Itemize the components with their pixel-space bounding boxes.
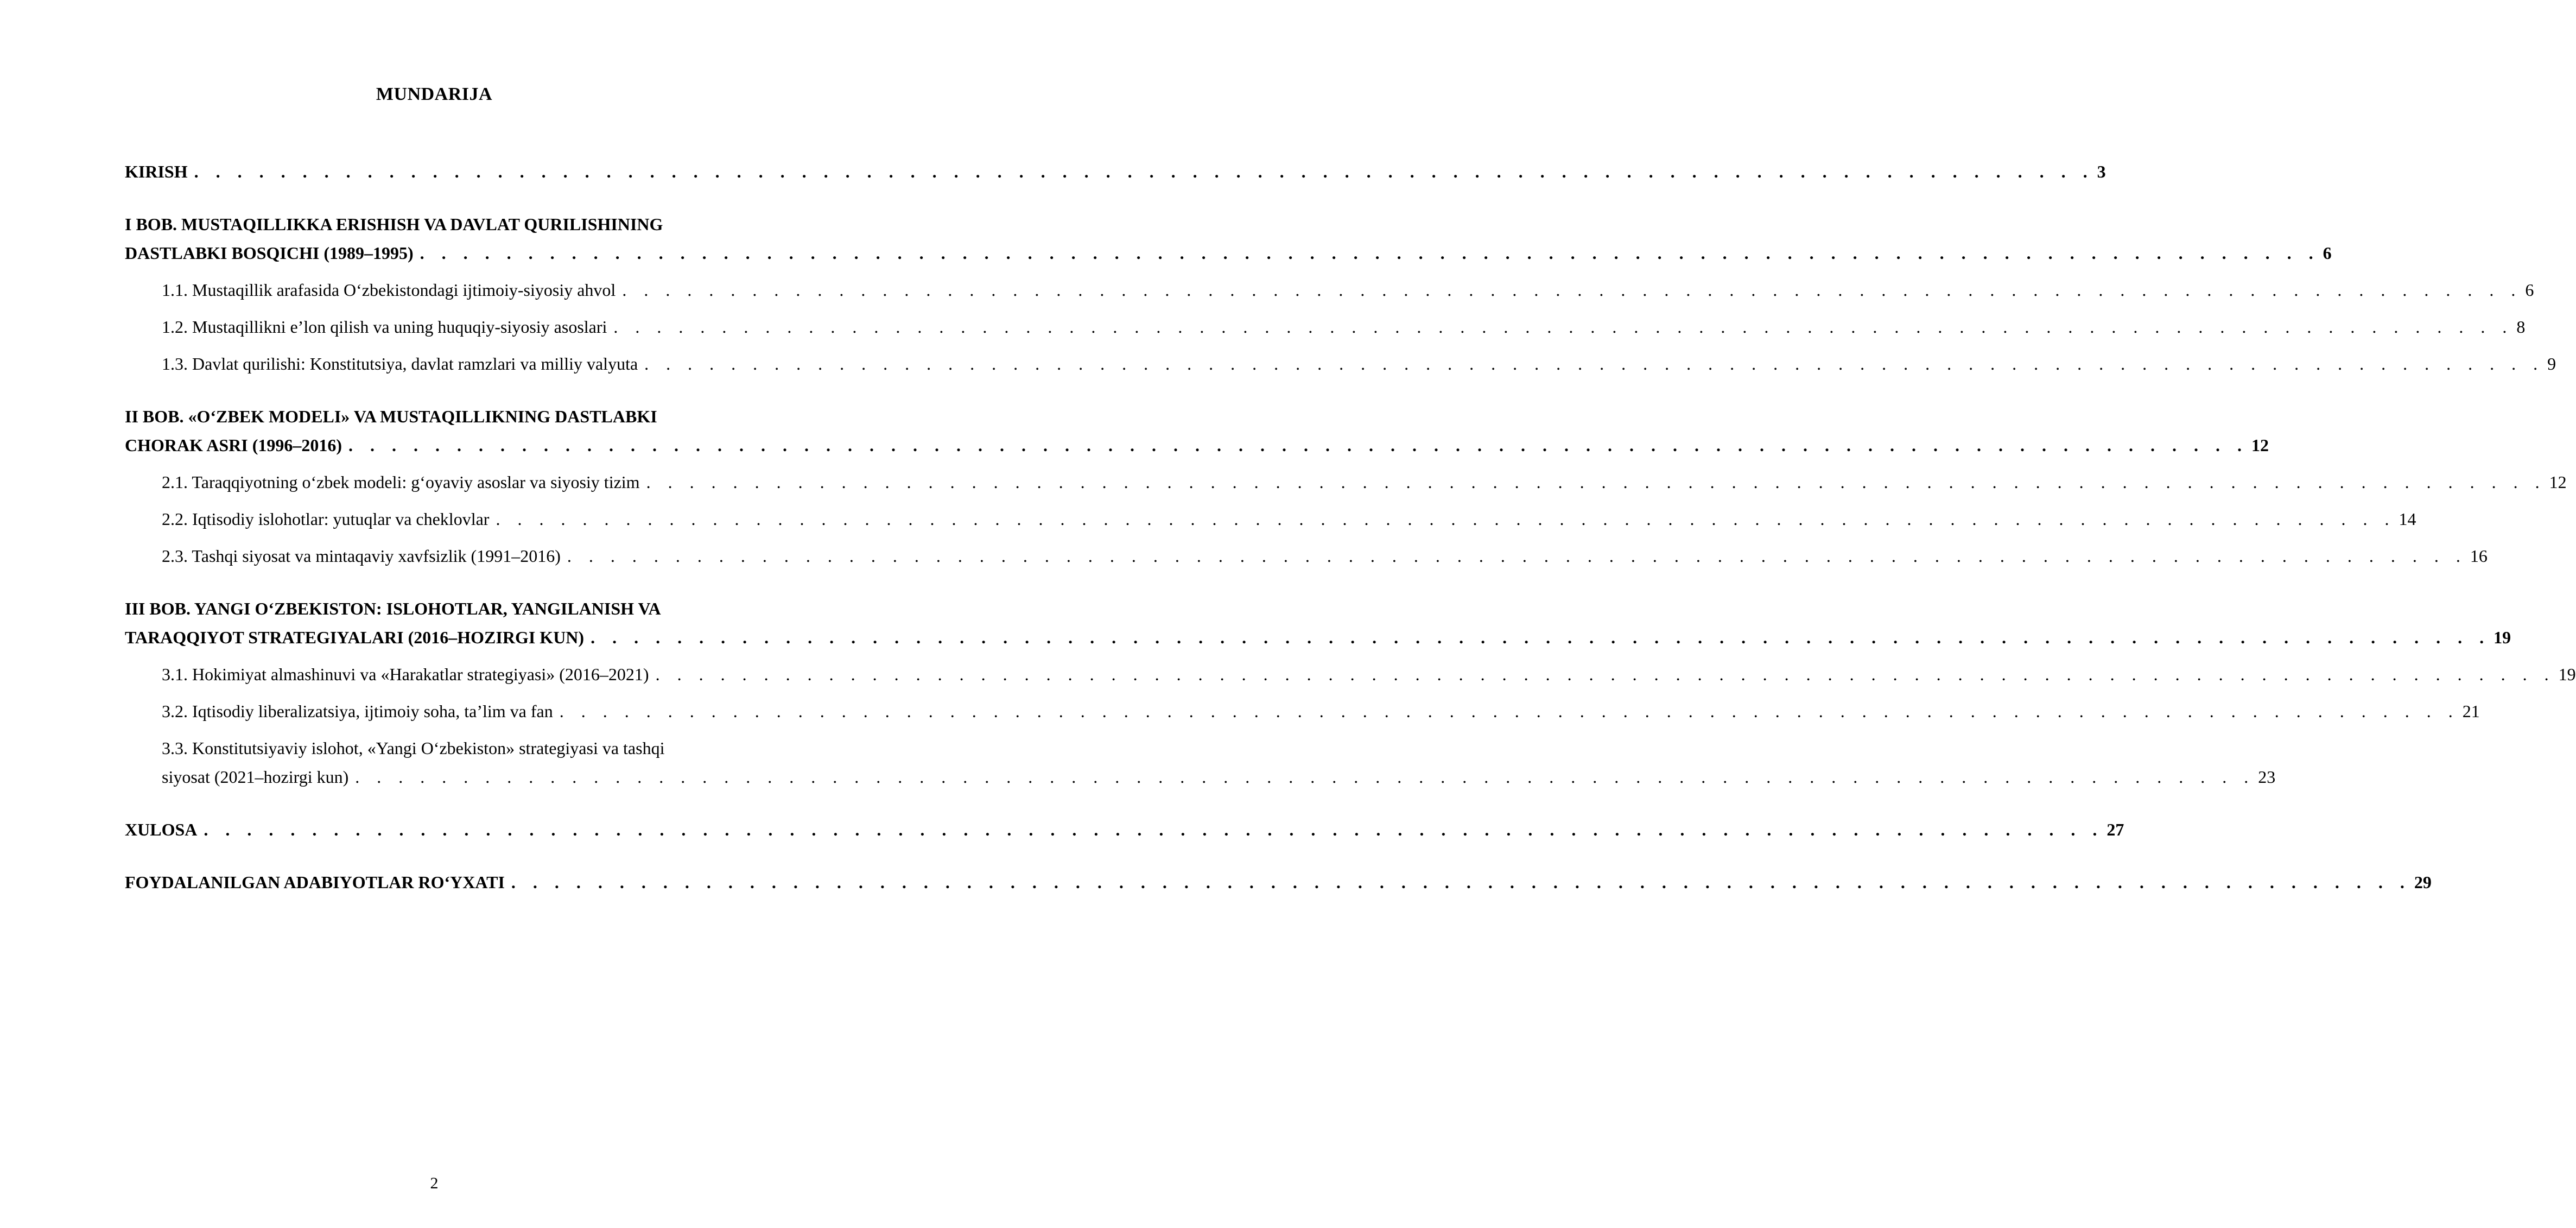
toc-entry-label: KIRISH — [125, 162, 188, 181]
toc-entry-label: 2.1. Taraqqiyotning o‘zbek modeli: g‘oyaviy asoslar va siyosiy tizim — [162, 472, 640, 492]
dot-leader: . . . . . . . . . . . . . . . . . . . . . . . . . . . . . . . . . . . . . . . . . . . . . . . . . . . . . . . . . . . . . . . . . . . . . . . . . . . . . . . . . . . . . . . . — [204, 820, 2104, 839]
toc-entry-label: 3.3. Konstitutsiyaviy islohot, «Yangi O‘zbekiston» strategiyasi va tashqi — [162, 738, 665, 758]
toc-page-number: 19 — [2493, 628, 2511, 647]
toc-entry-label: DASTLABKI BOSQICHI (1989–1995) — [125, 243, 414, 263]
toc-entry-section-3-2[interactable] — [125, 697, 2480, 726]
page-number: 2 — [430, 1174, 439, 1192]
dot-leader: . . . . . . . . . . . . . . . . . . . . . . . . . . . . . . . . . . . . . . . . . . . . . . . . . . . . . . . . . . . . . . . . . . . . . . . . . . . . . . . . . . . . . . . . — [567, 546, 2467, 566]
toc-entry-label: 2.3. Tashqi siyosat va mintaqaviy xavfsizlik (1991–2016) — [162, 546, 561, 566]
toc-entry-chapter-3[interactable] — [125, 594, 2511, 652]
toc-page-number: 16 — [2470, 546, 2488, 566]
toc-entry-label: III BOB. YANGI O‘ZBEKISTON: ISLOHOTLAR, YANGILANISH VA — [125, 599, 661, 618]
toc-entry-label: II BOB. «O‘ZBEK MODELI» VA MUSTAQILLIKNING DASTLABKI — [125, 407, 657, 426]
dot-leader: . . . . . . . . . . . . . . . . . . . . . . . . . . . . . . . . . . . . . . . . . . . . . . . . . . . . . . . . . . . . . . . . . . . . . . . . . . . . . . . . . . . . . . . . — [559, 701, 2459, 721]
toc-page-number: 21 — [2462, 701, 2480, 721]
toc-page-number: 6 — [2525, 280, 2534, 300]
dot-leader: . . . . . . . . . . . . . . . . . . . . . . . . . . . . . . . . . . . . . . . . . . . . . . . . . . . . . . . . . . . . . . . . . . . . . . . . . . . . . . . . . . . . . . . . — [613, 317, 2514, 337]
toc-entry-chapter-2[interactable] — [125, 402, 2269, 460]
toc-entry-bibliography[interactable] — [125, 868, 2432, 897]
table-of-contents — [125, 157, 2576, 897]
dot-leader: . . . . . . . . . . . . . . . . . . . . . . . . . . . . . . . . . . . . . . . . . . . . . . . . . . . . . . . . . . . . . . . . . . . . . . . . . . . . . . . . . . . . . . . . — [496, 509, 2396, 529]
dot-leader: . . . . . . . . . . . . . . . . . . . . . . . . . . . . . . . . . . . . . . . . . . . . . . . . . . . . . . . . . . . . . . . . . . . . . . . . . . . . . . . . . . . . . . . . — [655, 664, 2555, 684]
toc-entry-section-2-3[interactable] — [125, 542, 2488, 571]
toc-entry-label: I BOB. MUSTAQILLIKKA ERISHISH VA DAVLAT QURILISHINING — [125, 214, 663, 234]
toc-entry-section-3-3[interactable] — [125, 734, 2276, 792]
toc-entry-label: 3.1. Hokimiyat almashinuvi va «Harakatlar strategiyasi» (2016–2021) — [162, 664, 649, 684]
toc-page-number: 29 — [2414, 872, 2432, 892]
toc-page-number: 12 — [2549, 472, 2567, 492]
dot-leader: . . . . . . . . . . . . . . . . . . . . . . . . . . . . . . . . . . . . . . . . . . . . . . . . . . . . . . . . . . . . . . . . . . . . . . . . . . . . . . . . . . . . . . . . — [348, 435, 2249, 455]
toc-entry-section-1-3[interactable] — [125, 350, 2556, 378]
dot-leader: . . . . . . . . . . . . . . . . . . . . . . . . . . . . . . . . . . . . . . . . . . . . . . . . . . . . . . . . . . . . . . . . . . . . . . . . . . . . . . . . . . . . . . . . — [511, 872, 2411, 892]
toc-page-number: 3 — [2097, 162, 2106, 181]
toc-entry-label: CHORAK ASRI (1996–2016) — [125, 435, 342, 455]
toc-entry-section-3-1[interactable] — [125, 660, 2576, 689]
toc-page-number: 8 — [2516, 317, 2526, 337]
dot-leader: . . . . . . . . . . . . . . . . . . . . . . . . . . . . . . . . . . . . . . . . . . . . . . . . . . . . . . . . . . . . . . . . . . . . . . . . . . . . . . . . . . . . . . . . — [646, 472, 2546, 492]
dot-leader: . . . . . . . . . . . . . . . . . . . . . . . . . . . . . . . . . . . . . . . . . . . . . . . . . . . . . . . . . . . . . . . . . . . . . . . . . . . . . . . . . . . . . . . . — [355, 767, 2255, 787]
toc-entry-label: TARAQQIYOT STRATEGIYALARI (2016–HOZIRGI KUN) — [125, 628, 585, 647]
toc-entry-label: 2.2. Iqtisodiy islohotlar: yutuqlar va cheklovlar — [162, 509, 490, 529]
toc-entry-xulosa[interactable] — [125, 815, 2124, 844]
toc-entry-label: FOYDALANILGAN ADABIYOTLAR RO‘YXATI — [125, 872, 505, 892]
toc-entry-section-1-1[interactable] — [125, 276, 2534, 305]
toc-entry-section-2-2[interactable] — [125, 505, 2416, 534]
dot-leader: . . . . . . . . . . . . . . . . . . . . . . . . . . . . . . . . . . . . . . . . . . . . . . . . . . . . . . . . . . . . . . . . . . . . . . . . . . . . . . . . . . . . . . . . — [644, 354, 2545, 374]
toc-page-number: 14 — [2399, 509, 2416, 529]
toc-entry-section-1-2[interactable] — [125, 313, 2526, 341]
toc-entry-label: 1.2. Mustaqillikni e’lon qilish va uning huquqiy-siyosiy asoslari — [162, 317, 607, 337]
dot-leader: . . . . . . . . . . . . . . . . . . . . . . . . . . . . . . . . . . . . . . . . . . . . . . . . . . . . . . . . . . . . . . . . . . . . . . . . . . . . . . . . . . . . . . . . — [591, 628, 2491, 647]
toc-page-number: 12 — [2251, 435, 2269, 455]
toc-page-number: 23 — [2258, 767, 2276, 787]
toc-entry-label: 1.3. Davlat qurilishi: Konstitutsiya, davlat ramzlari va milliy valyuta — [162, 354, 638, 374]
toc-page-number: 27 — [2107, 820, 2124, 839]
toc-entry-section-2-1[interactable] — [125, 468, 2567, 497]
dot-leader: . . . . . . . . . . . . . . . . . . . . . . . . . . . . . . . . . . . . . . . . . . . . . . . . . . . . . . . . . . . . . . . . . . . . . . . . . . . . . . . . . . . . . . . . — [622, 280, 2522, 300]
toc-entry-label: 3.2. Iqtisodiy liberalizatsiya, ijtimoiy soha, ta’lim va fan — [162, 701, 553, 721]
toc-entry-label: XULOSA — [125, 820, 198, 839]
toc-entry-kirish[interactable] — [125, 157, 2106, 186]
dot-leader: . . . . . . . . . . . . . . . . . . . . . . . . . . . . . . . . . . . . . . . . . . . . . . . . . . . . . . . . . . . . . . . . . . . . . . . . . . . . . . . . . . . . . . . . — [194, 162, 2094, 181]
dot-leader: . . . . . . . . . . . . . . . . . . . . . . . . . . . . . . . . . . . . . . . . . . . . . . . . . . . . . . . . . . . . . . . . . . . . . . . . . . . . . . . . . . . . . . . . — [420, 243, 2320, 263]
toc-page-number: 9 — [2547, 354, 2556, 374]
toc-entry-label: 1.1. Mustaqillik arafasida O‘zbekistondagi ijtimoiy-siyosiy ahvol — [162, 280, 616, 300]
toc-page-number: 19 — [2558, 664, 2576, 684]
page-title: MUNDARIJA — [376, 84, 493, 104]
toc-entry-label: siyosat (2021–hozirgi kun) — [162, 767, 349, 787]
toc-entry-chapter-1[interactable] — [125, 210, 2332, 268]
toc-page-number: 6 — [2323, 243, 2332, 263]
